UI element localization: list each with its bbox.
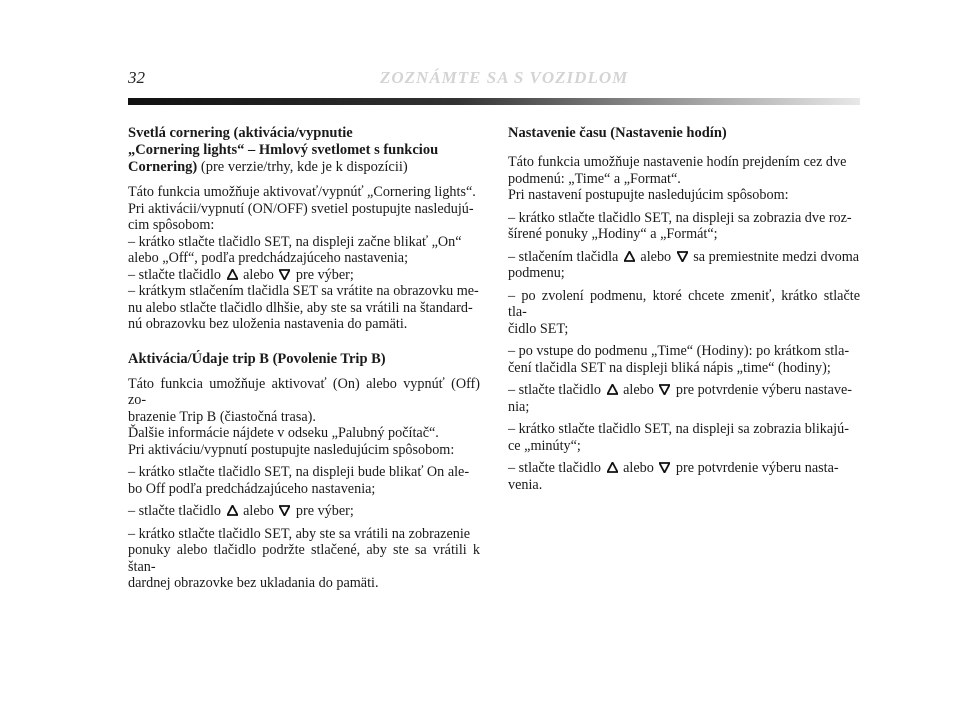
down-arrow-icon [677, 251, 688, 262]
up-arrow-icon [227, 269, 238, 280]
paragraph: – stlačte tlačidlo alebo pre potvrdenie výberu nasta- venia. [508, 460, 839, 493]
chapter-title: ZOZNÁMTE SA S VOZIDLOM [380, 68, 629, 87]
paragraph: – stlačením tlačidla alebo sa premiestnite medzi dvoma podmenu; [508, 248, 860, 281]
header-rule [128, 98, 860, 105]
paragraph: – stlačte tlačidlo alebo pre potvrdenie výberu nastave- nia; [508, 382, 852, 415]
paragraph: – krátko stlačte tlačidlo SET, na displeji sa zobrazia dve roz- šírené ponuky „Hodiny“ a „Formát“; [508, 209, 852, 242]
paragraph: – po vstupe do podmenu „Time“ (Hodiny): po krátkom stla- čení tlačidla SET na displeji bliká nápis „time“ (hodiny); [508, 343, 850, 376]
paragraph: – po zvolení podmenu, ktoré chcete zmeniť, krátko stlačte tla- čidlo SET; [508, 287, 860, 337]
section-heading-cornering: Svetlá cornering (aktivácia/vypnutie „Cornering lights“ – Hmlový svetlomet s funkciou Cornering) (pre verzie/trhy, kde je k dispozícii) [128, 125, 439, 175]
down-arrow-icon [659, 462, 670, 473]
paragraph: – stlačte tlačidlo alebo pre výber; [128, 503, 354, 519]
up-arrow-icon [607, 384, 618, 395]
down-arrow-icon [659, 384, 670, 395]
up-arrow-icon [607, 462, 618, 473]
up-arrow-icon [227, 505, 238, 516]
paragraph: Táto funkcia umožňuje aktivovať (On) alebo vypnúť (Off) zo- brazenie Trip B (čiastočná trasa). Ďalšie informácie nájdete v odseku „Palubný počítač“. Pri aktiváciu/vypnutí postupujte nasledujúcim spôsobom: [128, 375, 480, 458]
right-column [508, 125, 860, 499]
paragraph: – krátko stlačte tlačidlo SET, na displeji bude blikať On ale- bo Off podľa predchádzajúceho nastavenia; [128, 464, 470, 497]
paragraph: Táto funkcia umožňuje aktivovať/vypnúť „Cornering lights“. Pri aktivácii/vypnutí (ON/OFF) svetiel postupujte nasledujú- cim spôsobom: – krátko stlačte tlačidlo SET, na displeji začne blikať „On“ alebo „Off“, podľa predchádzajúceho nastavenia; – stlačte tlačidlo alebo pre výber; – krátkym stlačením tlačidla SET sa vrátite na obrazovku me- nu alebo stlačte tlačidlo dlhšie, aby ste sa vrátili na štandard- nú obrazovku bez uloženia nastavenia do pamäti. [128, 184, 479, 332]
paragraph: – krátko stlačte tlačidlo SET, na displeji sa zobrazia blikajú- ce „minúty“; [508, 421, 849, 454]
paragraph: Táto funkcia umožňuje nastavenie hodín prejdením cez dve podmenú: „Time“ a „Format“. Pri nastavení postupujte nasledujúcim spôsobom: [508, 154, 847, 203]
down-arrow-icon [279, 269, 290, 280]
page-number: 32 [128, 68, 145, 87]
up-arrow-icon [624, 251, 635, 262]
paragraph: – krátko stlačte tlačidlo SET, aby ste sa vrátili na zobrazenie ponuky alebo tlačidlo podržte stlačené, aby ste sa vrátili k štan- dardnej obrazovke bez ukladania do pamäti. [128, 525, 480, 591]
section-heading-trip-b: Aktivácia/Údaje trip B (Povolenie Trip B) [128, 350, 386, 367]
section-heading-clock: Nastavenie času (Nastavenie hodín) [508, 125, 727, 141]
left-column [128, 125, 480, 598]
down-arrow-icon [279, 505, 290, 516]
